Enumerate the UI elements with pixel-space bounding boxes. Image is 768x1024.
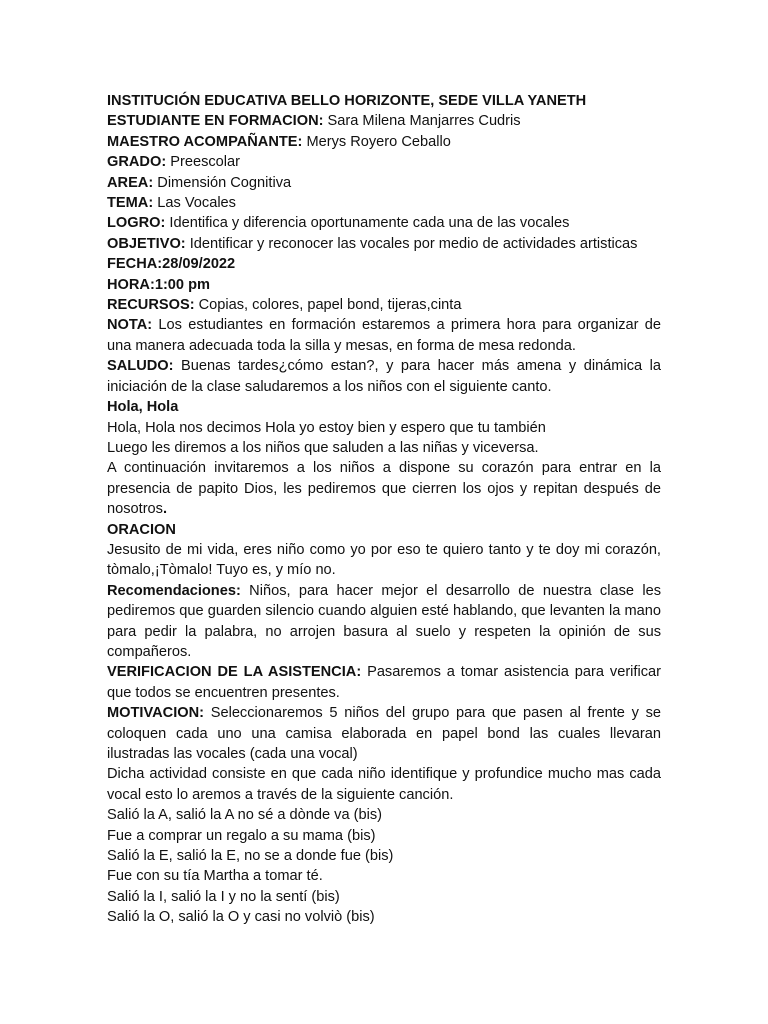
motivacion-paragraph: MOTIVACION: Seleccionaremos 5 niños del grupo para que pasen al frente y se coloquen cada uno una camisa elaborada en papel bond las cuales llevaran ilustradas las vocales (cada una vocal) [107,705,661,762]
field-area: AREA: Dimensión Cognitiva [107,174,292,191]
recomendaciones-paragraph: Recomendaciones: Niños, para hacer mejor el desarrollo de nuestra clase les pediremos que guarden silencio cuando alguien esté hablando, que levanten la mano para pedir la palabra, no arrojen basura al suelo y respeten la opinión de sus compañeros. [107,582,661,660]
greeting-instruction: Luego les diremos a los niños que saluden a las niñas y viceversa. [107,439,539,456]
institution-title: INSTITUCIÓN EDUCATIVA BELLO HORIZONTE, SEDE VILLA YANETH [107,93,587,109]
field-resources: RECURSOS: Copias, colores, papel bond, tijeras,cinta [107,297,462,314]
song-line: Salió la E, salió la E, no se a donde fue (bis) [107,848,394,865]
nota-paragraph: NOTA: Los estudiantes en formación estaremos a primera hora para organizar de una manera adecuada toda la silla y mesas, en forma de mesa redonda. [107,317,661,354]
song-line: Salió la O, salió la O y casi no volviò (bis) [107,909,375,926]
field-time: HORA:1:00 pm [107,276,210,293]
activity-paragraph: Dicha actividad consiste en que cada niño identifique y profundice mucho mas cada vocal esto lo aremos a través de la siguiente canción. [107,766,661,803]
oracion-text: Jesusito de mi vida, eres niño como yo por eso te quiero tanto y te doy mi corazón, tòmalo,¡Tòmalo! Tuyo es, y mío no. [107,541,661,579]
field-teacher: MAESTRO ACOMPAÑANTE: Merys Royero Ceballo [107,133,451,150]
continuation-paragraph: A continuación invitaremos a los niños a dispone su corazón para entrar en la presencia de papito Dios, les pediremos que cierren los ojos y repitan después de nosotros. [107,460,661,518]
field-objective: OBJETIVO: Identificar y reconocer las vocales por medio de actividades artisticas [107,235,638,252]
field-student: ESTUDIANTE EN FORMACION: Sara Milena Manjarres Cudris [107,113,521,130]
saludo-paragraph: SALUDO: Buenas tardes¿cómo estan?, y para hacer más amena y dinámica la iniciación de la clase saludaremos a los niños con el siguiente canto. [107,358,661,395]
song-line: Fue a comprar un regalo a su mama (bis) [107,827,376,844]
oracion-title: ORACION [107,521,176,538]
song-greeting-line: Hola, Hola nos decimos Hola yo estoy bien y espero que tu también [107,419,546,436]
field-date: FECHA:28/09/2022 [107,256,236,273]
song-title: Hola, Hola [107,399,179,416]
field-topic: TEMA: Las Vocales [107,195,236,212]
song-line: Fue con su tía Martha a tomar té. [107,868,323,885]
song-line: Salió la A, salió la A no sé a dònde va (bis) [107,807,383,824]
song-line: Salió la I, salió la I y no la sentí (bis) [107,888,340,905]
verificacion-paragraph: VERIFICACION DE LA ASISTENCIA: Pasaremos a tomar asistencia para verificar que todos se encuentren presentes. [107,664,661,701]
field-achievement: LOGRO: Identifica y diferencia oportunamente cada una de las vocales [107,215,570,232]
field-grade: GRADO: Preescolar [107,154,240,171]
